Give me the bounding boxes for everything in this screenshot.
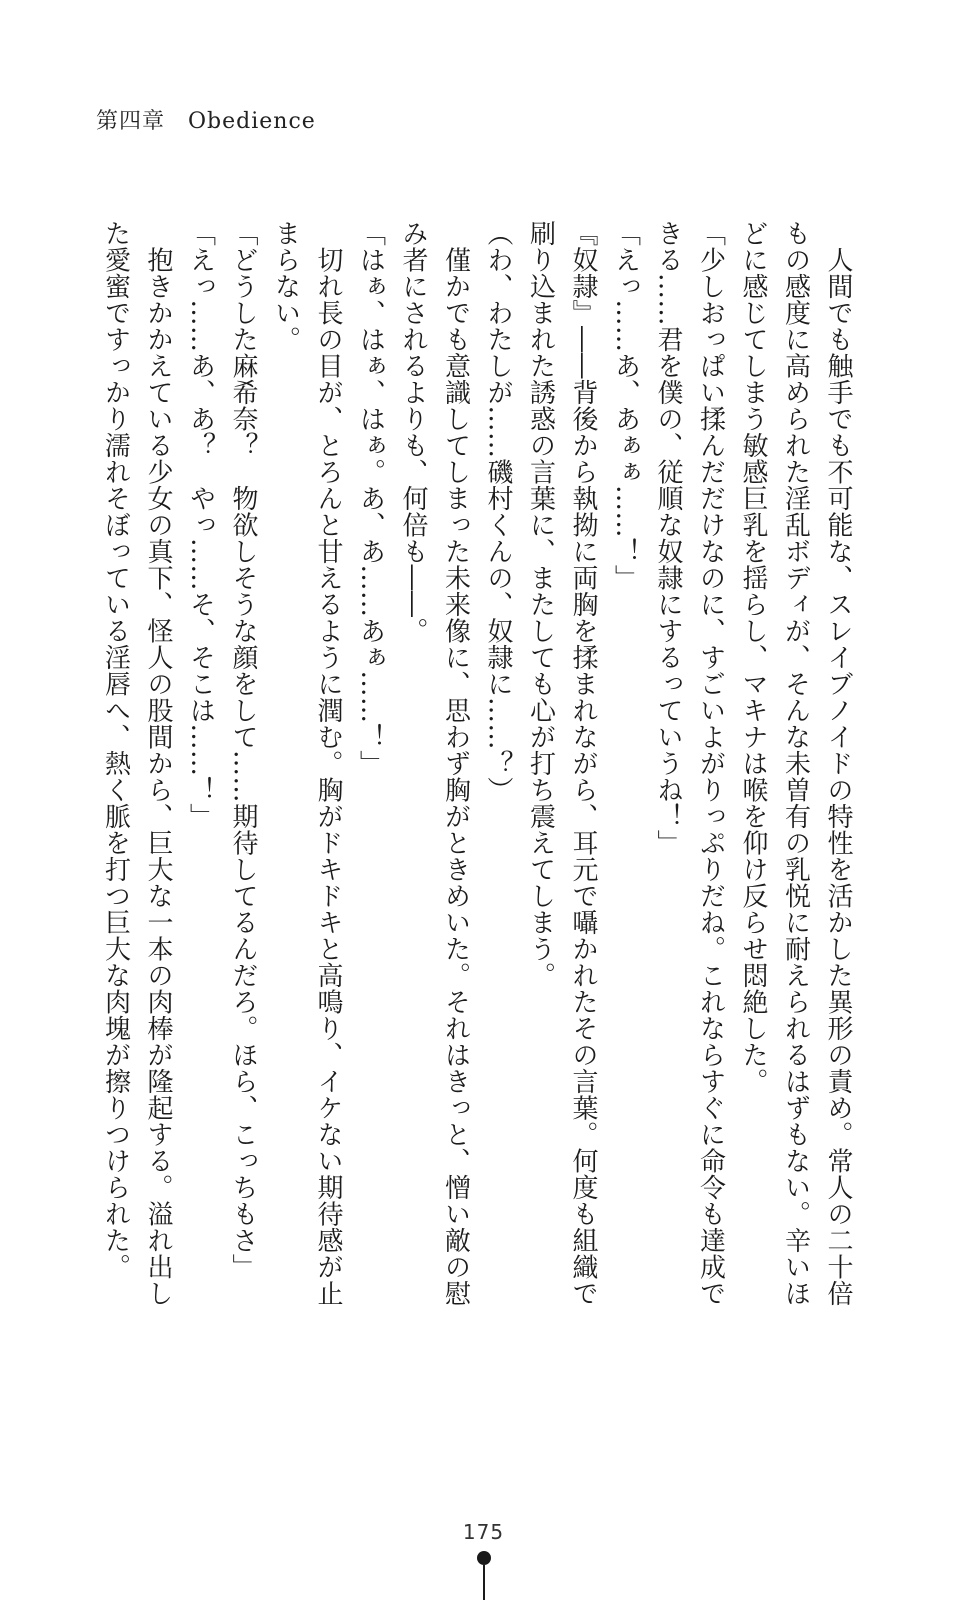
running-head: 第四章 Obedience — [96, 109, 316, 134]
paragraph: 「はぁ、はぁ、はぁ。あ、あ……あぁ……！」 — [355, 220, 386, 777]
page-number: 175 — [462, 1520, 505, 1544]
paragraph: （わ、わたしが……磯村くんの、奴隷に……？） — [483, 220, 513, 803]
paragraph: 切れ長の目が、とろんと甘えるように潤む。胸がドキドキと高鳴り、イケない期待感が止まらない。 — [270, 220, 343, 1307]
paragraph: 人間でも触手でも不可能な、スレイブノイドの特性を活かした異形の責め。常人の二十倍もの感度に高められた淫乱ボディが、そんな未曽有の乳悦に耐えられるはずもない。辛いほどに感じてしまう敏感巨乳を揺らし、マキナは喉を仰け反らせ悶絶した。 — [738, 220, 853, 1307]
paragraph: 「えっ……あ、あ？ やっ……そ、そこは……！」 — [185, 220, 216, 830]
paragraph: 「えっ……あ、あぁぁ……！」 — [610, 220, 641, 591]
paragraph: 抱きかかえている少女の真下、怪人の股間から、巨大な一本の肉棒が隆起する。溢れ出した愛蜜ですっかり濡れそぼっている淫唇へ、熱く脈を打つ巨大な肉塊が擦りつけられた。 — [100, 220, 173, 1307]
paragraph: 『奴隷』――背後から執拗に両胸を揉まれながら、耳元で囁かれたその言葉。何度も組織で刷り込まれた誘惑の言葉に、またしても心が打ち震えてしまう。 — [525, 220, 598, 1307]
paragraph: 「どうした麻希奈？ 物欲しそうな顔をして……期待してるんだろ。ほら、こっちもさ」 — [228, 220, 258, 1280]
folio-line-ornament — [483, 1565, 485, 1600]
folio-dot-ornament — [477, 1551, 491, 1565]
paragraph: 僅かでも意識してしまった未来像に、思わず胸がときめいた。それはきっと、憎い敵の慰み者にされるよりも、何倍も――。 — [398, 220, 471, 1307]
paragraph: 「少しおっぱい揉んだだけなのに、すごいよがりっぷりだね。これならすぐに命令も達成できる……君を僕の、従順な奴隷にするっていうね！」 — [653, 220, 726, 1307]
body-text — [99, 220, 859, 1330]
